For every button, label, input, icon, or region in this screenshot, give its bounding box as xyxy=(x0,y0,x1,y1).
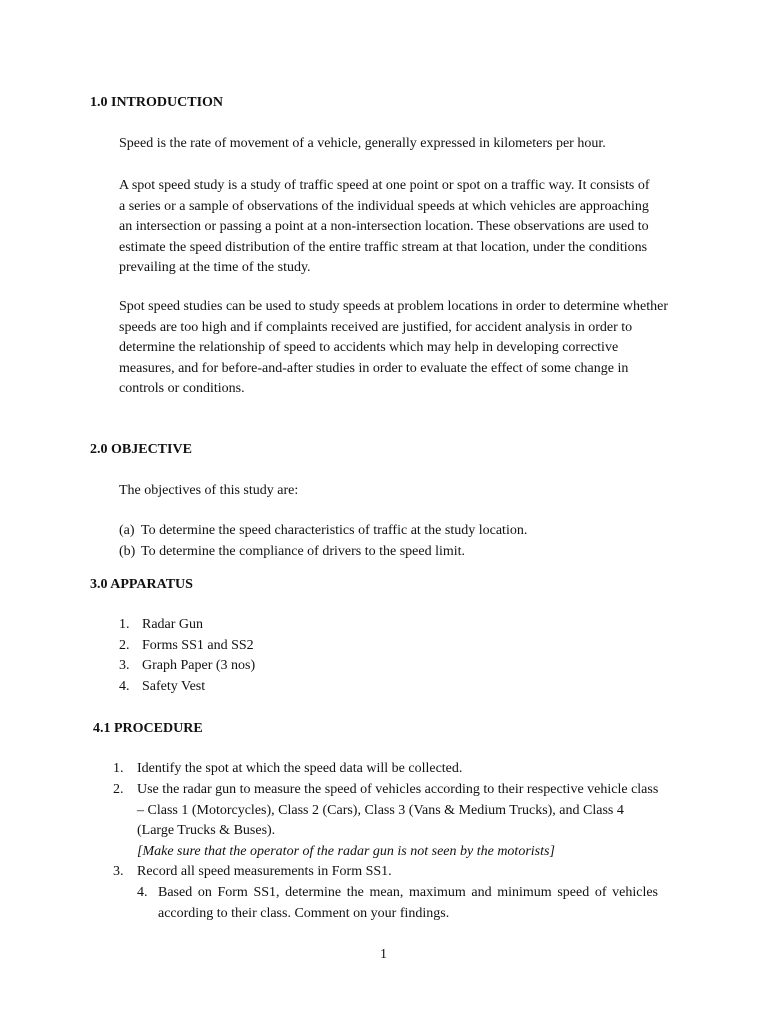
section-heading-apparatus: 3.0 APPARATUS xyxy=(90,577,193,592)
apparatus-item-marker: 2. xyxy=(119,638,130,653)
procedure-item-marker: 1. xyxy=(113,761,124,776)
intro-paragraph-1: Speed is the rate of movement of a vehicle, generally expressed in kilometers per hour. xyxy=(119,136,606,151)
objective-item-text: To determine the speed characteristics of traffic at the study location. xyxy=(141,523,528,538)
apparatus-item-marker: 4. xyxy=(119,679,130,694)
page-number: 1 xyxy=(380,947,387,962)
procedure-item-marker: 3. xyxy=(113,864,124,879)
procedure-subitem-text: Based on Form SS1, determine the mean, maximum and minimum speed of vehicles according to their class. Comment on your findings. xyxy=(158,885,658,921)
apparatus-item-text: Forms SS1 and SS2 xyxy=(142,638,254,653)
apparatus-item-text: Radar Gun xyxy=(142,617,204,632)
procedure-item-text: Use the radar gun to measure the speed of vehicles according to their respective vehicle class – Class 1 (Motorcycles), Class 2 (Cars), Class 3 (Vans & Medium Trucks), and Class 4 (Large Trucks & Buses). xyxy=(137,782,659,838)
objective-item-marker: (b) xyxy=(119,544,136,559)
procedure-item-note: [Make sure that the operator of the radar gun is not seen by the motorists] xyxy=(137,844,555,859)
section-heading-objective: 2.0 OBJECTIVE xyxy=(90,442,192,457)
apparatus-item-text: Safety Vest xyxy=(142,679,206,694)
objective-item-text: To determine the compliance of drivers to the speed limit. xyxy=(141,544,466,559)
intro-paragraph-2: A spot speed study is a study of traffic speed at one point or spot on a traffic way. It consists of a series or a sample of observations of the individual speeds at which vehicles are approaching an intersection or passing a point at a non-intersection location. These observations are used to estimate the speed distribution of the entire traffic stream at that location, under the conditions prevailing at the time of the study. xyxy=(119,178,650,275)
procedure-item-text: Record all speed measurements in Form SS1. xyxy=(137,864,392,879)
apparatus-item-text: Graph Paper (3 nos) xyxy=(142,658,256,673)
objective-item-marker: (a) xyxy=(119,523,135,538)
procedure-item-marker: 2. xyxy=(113,782,124,797)
section-heading-procedure: 4.1 PROCEDURE xyxy=(93,721,203,736)
intro-paragraph-3: Spot speed studies can be used to study speeds at problem locations in order to determine whether speeds are too high and if complaints received are justified, for accident analysis in order to determine the relationship of speed to accidents which may help in developing corrective measures, and for before-and-after studies in order to evaluate the effect of some change in controls or conditions. xyxy=(119,299,668,396)
apparatus-item-marker: 1. xyxy=(119,617,130,632)
section-heading-introduction: 1.0 INTRODUCTION xyxy=(90,95,224,110)
procedure-item-text: Identify the spot at which the speed data will be collected. xyxy=(137,761,463,776)
procedure-subitem-marker: 4. xyxy=(137,885,148,900)
apparatus-item-marker: 3. xyxy=(119,658,130,673)
objective-intro: The objectives of this study are: xyxy=(119,483,299,498)
